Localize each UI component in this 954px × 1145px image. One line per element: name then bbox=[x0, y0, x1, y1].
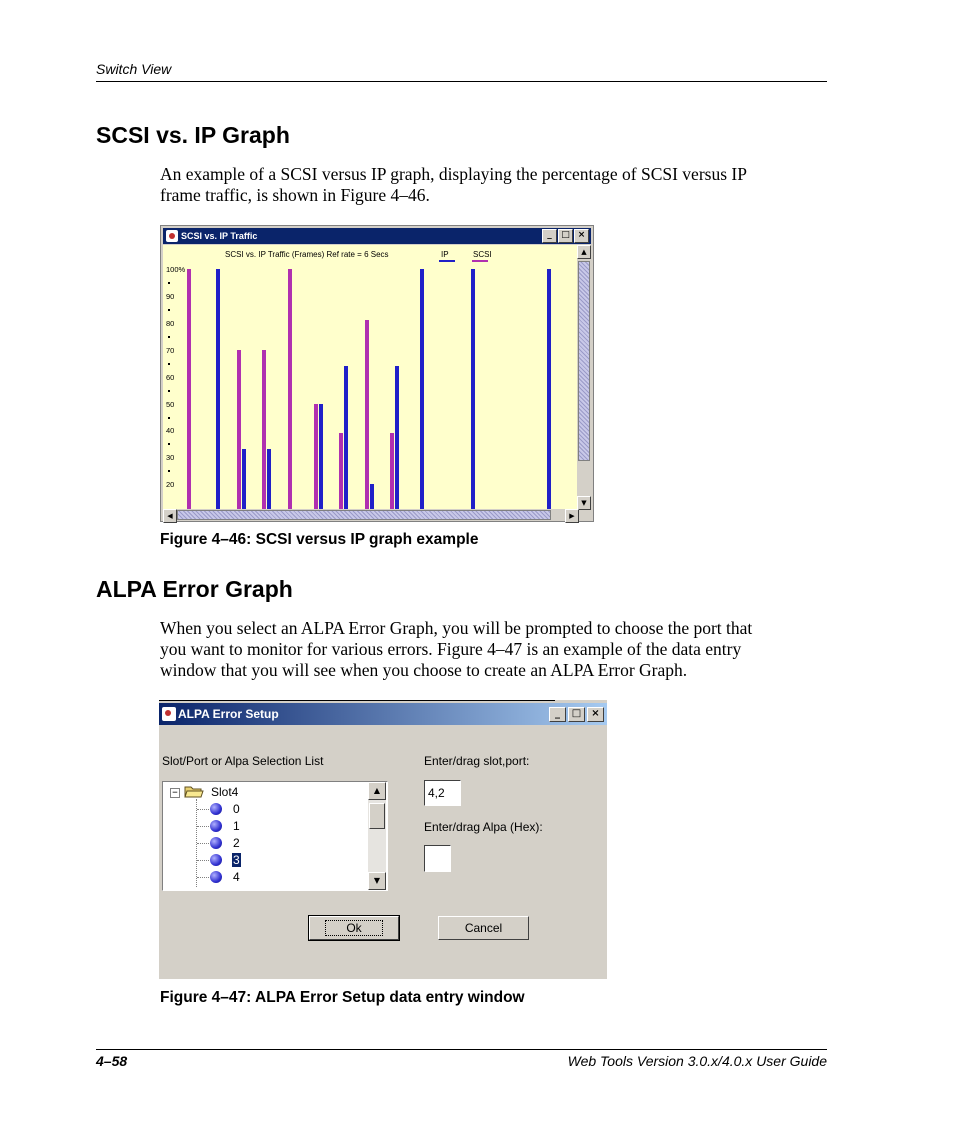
legend-ip: IP bbox=[441, 250, 449, 259]
close-icon[interactable]: × bbox=[587, 707, 604, 722]
section-title-alpa-error-graph: ALPA Error Graph bbox=[96, 576, 293, 602]
alpa-hex-label: Enter/drag Alpa (Hex): bbox=[424, 820, 543, 834]
y-tick-label: 100% bbox=[166, 265, 186, 274]
port-node-icon bbox=[210, 854, 222, 866]
window-title: SCSI vs. IP Traffic bbox=[181, 231, 258, 241]
y-tick-dot bbox=[168, 443, 170, 445]
cancel-button[interactable]: Cancel bbox=[438, 916, 529, 940]
java-app-icon bbox=[162, 707, 176, 721]
section-paragraph bbox=[160, 618, 830, 681]
alpa-error-setup-window bbox=[159, 700, 607, 979]
figure-caption: Figure 4–46: SCSI versus IP graph example bbox=[160, 531, 479, 548]
scroll-down-icon[interactable]: ▼ bbox=[368, 872, 386, 890]
y-tick-label: 20 bbox=[166, 480, 175, 490]
header-rule bbox=[96, 81, 827, 82]
port-node-icon bbox=[210, 871, 222, 883]
scsi-bar bbox=[365, 320, 369, 510]
y-tick-label: 90 bbox=[166, 291, 175, 301]
tree-item-port[interactable]: 3 bbox=[233, 853, 240, 867]
y-tick-dot bbox=[168, 282, 170, 284]
scsi-bar bbox=[237, 350, 241, 510]
scsi-bar bbox=[390, 433, 394, 510]
scroll-up-icon[interactable]: ▲ bbox=[577, 245, 591, 259]
port-node-icon bbox=[210, 837, 222, 849]
y-tick-dot bbox=[168, 363, 170, 365]
paragraph-line: When you select an ALPA Error Graph, you will be prompted to choose the port that bbox=[160, 618, 753, 638]
y-tick-dot bbox=[168, 309, 170, 311]
scroll-right-icon[interactable]: ▶ bbox=[565, 509, 579, 523]
window-titlebar[interactable] bbox=[159, 703, 607, 725]
window-title: ALPA Error Setup bbox=[178, 707, 279, 721]
tree-item-port[interactable]: 4 bbox=[233, 870, 240, 884]
y-tick-label: 40 bbox=[166, 426, 175, 436]
y-tick-label: 30 bbox=[166, 453, 175, 463]
ip-bar bbox=[471, 269, 475, 510]
ok-button[interactable] bbox=[309, 916, 399, 940]
maximize-icon[interactable]: □ bbox=[558, 229, 573, 243]
horizontal-scrollbar[interactable] bbox=[163, 509, 577, 521]
section-paragraph bbox=[160, 164, 830, 206]
section-title-scsi-vs-ip: SCSI vs. IP Graph bbox=[96, 122, 290, 148]
legend-ip-swatch bbox=[439, 260, 455, 262]
ip-bar bbox=[395, 366, 399, 510]
paragraph-line: window that you will see when you choose to create an ALPA Error Graph. bbox=[160, 660, 688, 680]
scsi-bar bbox=[288, 269, 292, 510]
y-tick-label: 50 bbox=[166, 399, 175, 409]
ip-bar bbox=[267, 449, 271, 510]
scsi-bar bbox=[314, 404, 318, 511]
guide-title: Web Tools Version 3.0.x/4.0.x User Guide bbox=[567, 1053, 827, 1069]
tree-item-port[interactable]: 2 bbox=[233, 836, 240, 850]
selection-tree[interactable] bbox=[162, 781, 388, 891]
scroll-up-icon[interactable]: ▲ bbox=[368, 782, 386, 800]
java-app-icon bbox=[166, 230, 178, 242]
collapse-icon[interactable]: − bbox=[170, 788, 180, 798]
scsi-ip-traffic-window bbox=[160, 225, 594, 522]
page-number: 4–58 bbox=[96, 1053, 128, 1069]
minimize-icon[interactable]: _ bbox=[542, 229, 557, 243]
scsi-bar bbox=[262, 350, 266, 510]
vertical-scrollbar[interactable] bbox=[577, 245, 591, 510]
y-tick-label: 70 bbox=[166, 345, 175, 355]
window-titlebar[interactable] bbox=[163, 228, 591, 244]
tree-item-port[interactable]: 1 bbox=[233, 819, 240, 833]
y-tick-dot bbox=[168, 470, 170, 472]
scroll-down-icon[interactable]: ▼ bbox=[577, 496, 591, 510]
slot-port-input[interactable]: 4,2 bbox=[424, 780, 461, 806]
traffic-chart bbox=[163, 245, 577, 510]
ip-bar bbox=[344, 366, 348, 510]
slot-port-label: Enter/drag slot,port: bbox=[424, 754, 530, 768]
y-tick-dot bbox=[168, 390, 170, 392]
port-node-icon bbox=[210, 803, 222, 815]
scroll-thumb[interactable] bbox=[369, 803, 385, 829]
ip-bar bbox=[547, 269, 551, 510]
ip-bar bbox=[420, 269, 424, 510]
tree-root-slot4[interactable]: Slot4 bbox=[211, 785, 239, 799]
y-tick-label: 80 bbox=[166, 318, 175, 328]
scroll-thumb[interactable] bbox=[177, 510, 551, 520]
ok-button-label: Ok bbox=[325, 920, 382, 936]
port-node-icon bbox=[210, 820, 222, 832]
maximize-icon[interactable]: □ bbox=[568, 707, 585, 722]
scsi-bar bbox=[187, 269, 191, 510]
tree-scrollbar[interactable] bbox=[368, 782, 386, 890]
y-tick-dot bbox=[168, 336, 170, 338]
ip-bar bbox=[216, 269, 220, 510]
figure-caption: Figure 4–47: ALPA Error Setup data entry window bbox=[160, 989, 525, 1006]
ip-bar bbox=[242, 449, 246, 510]
paragraph-line: An example of a SCSI versus IP graph, displaying the percentage of SCSI versus IP bbox=[160, 164, 747, 184]
ip-bar bbox=[319, 404, 323, 511]
tree-item-port[interactable]: 0 bbox=[233, 802, 240, 816]
legend-scsi: SCSI bbox=[473, 250, 492, 259]
paragraph-line: frame traffic, is shown in Figure 4–46. bbox=[160, 185, 430, 205]
legend-scsi-swatch bbox=[472, 260, 488, 262]
paragraph-line: you want to monitor for various errors. Figure 4–47 is an example of the data entry bbox=[160, 639, 742, 659]
chart-title: SCSI vs. IP Traffic (Frames) Ref rate = 6 Secs bbox=[225, 250, 389, 259]
footer-rule bbox=[96, 1049, 827, 1050]
running-header: Switch View bbox=[96, 61, 172, 77]
open-folder-icon bbox=[184, 785, 204, 798]
selection-list-label: Slot/Port or Alpa Selection List bbox=[162, 754, 324, 768]
alpa-hex-input[interactable] bbox=[424, 845, 451, 872]
scsi-bar bbox=[339, 433, 343, 510]
scroll-thumb[interactable] bbox=[578, 261, 590, 461]
y-tick-dot bbox=[168, 417, 170, 419]
ip-bar bbox=[370, 484, 374, 510]
y-tick-label: 60 bbox=[166, 372, 175, 382]
scroll-left-icon[interactable]: ◀ bbox=[163, 509, 177, 523]
minimize-icon[interactable]: _ bbox=[549, 707, 566, 722]
close-icon[interactable]: × bbox=[574, 229, 589, 243]
